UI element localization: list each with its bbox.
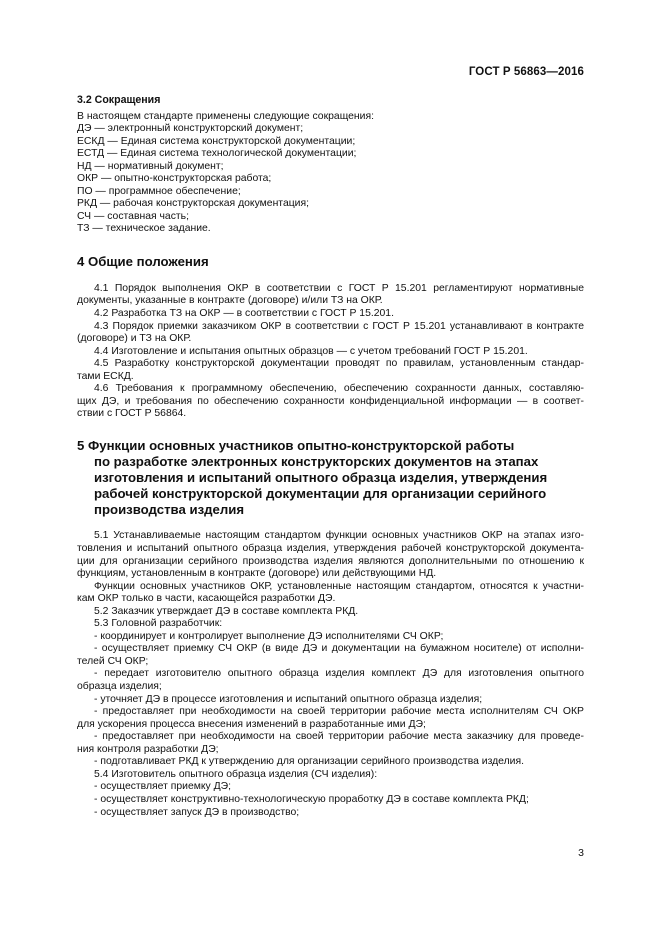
document-id-header: ГОСТ Р 56863—2016 — [468, 66, 584, 78]
para-5-1-line: функциям, установленным в контракте (договоре) или действующими НД. — [77, 568, 437, 580]
para-5-1-line: 5.1 Устанавливаемые настоящим стандартом функции основных участников ОКР на этапах изго- — [94, 530, 584, 542]
para-4-3-line: (договоре) и ТЗ на ОКР. — [77, 333, 192, 345]
abbreviation-item: ЕСТД — Единая система технологической документации; — [77, 148, 357, 160]
section-heading-5-line: изготовления и испытаний опытного образца изделия, утверждения — [94, 469, 548, 485]
section-heading-5-line: по разработке электронных конструкторских документов на этапах — [94, 453, 539, 469]
abbreviation-item: ДЭ — электронный конструкторский документ; — [77, 123, 304, 135]
para-4-4: 4.4 Изготовление и испытания опытных образцов — с учетом требований ГОСТ Р 15.201. — [94, 345, 528, 357]
page-number: 3 — [578, 847, 584, 859]
list-item: - осуществляет запуск ДЭ в производство; — [94, 806, 300, 818]
para-4-2: 4.2 Разработка ТЗ на ОКР — в соответствии с ГОСТ Р 15.201. — [94, 308, 394, 320]
para-5-4: 5.4 Изготовитель опытного образца изделия (СЧ изделия): — [94, 768, 378, 780]
para-4-6-line: 4.6 Требования к программному обеспечению, обеспечению сохранности данных, составляю- — [94, 383, 584, 395]
para-4-1-line: документы, указанные в контракте (договоре) и/или ТЗ на ОКР. — [77, 295, 383, 307]
section-heading-5 — [77, 438, 584, 518]
page-content — [77, 94, 584, 819]
list-item-cont: телей СЧ ОКР; — [77, 655, 149, 667]
abbreviation-item: СЧ — составная часть; — [77, 210, 189, 222]
list-item: - передает изготовителю опытного образца изделия комплект ДЭ для изготовления опытного — [94, 668, 584, 680]
para-4-6-line: ствии с ГОСТ Р 56864. — [77, 408, 187, 420]
list-item: - координирует и контролирует выполнение ДЭ исполнителями СЧ ОКР; — [94, 630, 444, 642]
abbreviation-item: НД — нормативный документ; — [77, 160, 224, 172]
para-4-6-line: щих ДЭ, и требования по обеспечению сохранности конфиденциальной информации — в соответ- — [77, 395, 584, 407]
para-5-1-line: товления и испытаний опытного образца изделия, утверждения рабочей конструкторской документа- — [77, 543, 584, 555]
subsection-heading-3-2: 3.2 Сокращения — [77, 94, 161, 106]
list-item: - осуществляет приемку ДЭ; — [94, 781, 232, 793]
list-item: - предоставляет при необходимости на своей территории рабочие места исполнителям СЧ ОКР — [94, 706, 584, 718]
para-4-5-line: 4.5 Разработку конструкторской документации проводят по правилам, установленным стандар- — [94, 358, 584, 370]
list-item: - уточняет ДЭ в процессе изготовления и испытаний опытного образца изделия; — [94, 693, 483, 705]
list-item: - подготавливает РКД к утверждению для организации серийного производства изделия. — [94, 756, 524, 768]
list-item: - осуществляет конструктивно-технологическую проработку ДЭ в составе комплекта РКД; — [94, 793, 529, 805]
para-4-3-line: 4.3 Порядок приемки заказчиком ОКР в соответствии с ГОСТ Р 15.201 устанавливают в контракте — [94, 320, 584, 332]
section-heading-5-line: производства изделия — [94, 501, 245, 517]
list-item-cont: образца изделия; — [77, 681, 162, 693]
abbreviation-item: ЕСКД — Единая система конструкторской документации; — [77, 135, 356, 147]
para-4-5-line: тами ЕСКД. — [77, 370, 134, 382]
list-item-cont: ния контроля разработки ДЭ; — [77, 743, 219, 755]
abbreviation-item: ТЗ — техническое задание. — [77, 223, 211, 235]
para-4-1-line: 4.1 Порядок выполнения ОКР в соответствии с ГОСТ Р 15.201 регламентируют нормативные — [94, 282, 584, 294]
list-item-cont: для ускорения процесса внесения изменений в разработанные ими ДЭ; — [77, 718, 426, 730]
section-heading-4: 4 Общие положения — [77, 254, 209, 270]
abbreviation-item: ПО — программное обеспечение; — [77, 185, 241, 197]
abbreviation-item: ОКР — опытно-конструкторская работа; — [77, 173, 272, 185]
para-5-1-line: ции для организации серийного производства изделия являются дополнительными по отношению к — [77, 555, 584, 567]
para-5-1b-line: кам ОКР только в части, касающейся разработки ДЭ. — [77, 593, 336, 605]
section-heading-5-line: рабочей конструкторской документации для организации серийного — [94, 485, 547, 501]
para-5-1b-line: Функции основных участников ОКР, установленные настоящим стандартом, относятся к участни- — [94, 580, 584, 592]
abbreviation-item: РКД — рабочая конструкторская документация; — [77, 198, 309, 210]
para-5-2: 5.2 Заказчик утверждает ДЭ в составе комплекта РКД. — [94, 605, 359, 617]
abbreviations-intro: В настоящем стандарте применены следующие сокращения: — [77, 110, 374, 122]
para-5-3: 5.3 Головной разработчик: — [94, 618, 223, 630]
list-item: - осуществляет приемку СЧ ОКР (в виде ДЭ и документации на бумажном носителе) от исполни- — [94, 643, 584, 655]
list-item: - предоставляет при необходимости на своей территории рабочие места заказчику для проведе- — [94, 731, 584, 743]
section-heading-5-line: 5 Функции основных участников опытно-конструкторской работы — [77, 437, 515, 453]
